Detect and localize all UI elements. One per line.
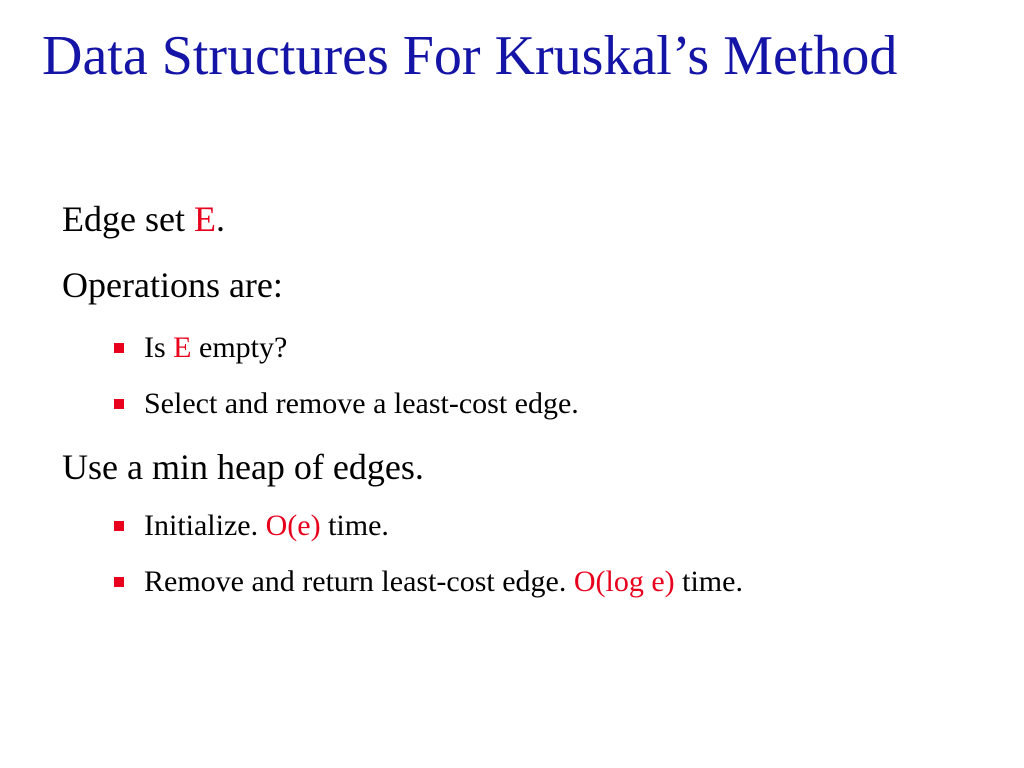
heap-item-remove [114, 564, 743, 600]
heap-item-suffix: time. [674, 565, 743, 598]
edge-set-symbol: E [193, 199, 216, 239]
slide-title: Data Structures For Kruskal’s Method [42, 25, 898, 87]
edge-set-suffix: . [215, 199, 225, 239]
heap-item-prefix: Initialize. [144, 509, 266, 542]
square-bullet-icon [114, 577, 124, 587]
operation-item-select [114, 386, 579, 422]
heap-item-suffix: time. [320, 509, 389, 542]
operation-item-suffix: empty? [191, 331, 288, 364]
edge-set-line [62, 198, 225, 241]
slide-body [62, 0, 1002, 768]
operation-item-empty [114, 330, 287, 366]
heap-heading: Use a min heap of edges. [62, 447, 424, 487]
square-bullet-icon [114, 521, 124, 531]
square-bullet-icon [114, 399, 124, 409]
heap-item-complexity: O(log e) [573, 565, 675, 598]
operations-heading: Operations are: [62, 265, 283, 305]
operation-item-symbol: E [173, 331, 192, 364]
heap-item-complexity: O(e) [265, 509, 321, 542]
square-bullet-icon [114, 343, 124, 353]
heap-item-initialize [114, 508, 389, 544]
operation-item-prefix: Is [144, 331, 174, 364]
operation-item-text: Select and remove a least-cost edge. [144, 387, 579, 420]
edge-set-prefix: Edge set [62, 199, 194, 239]
heap-item-prefix: Remove and return least-cost edge. [144, 565, 574, 598]
